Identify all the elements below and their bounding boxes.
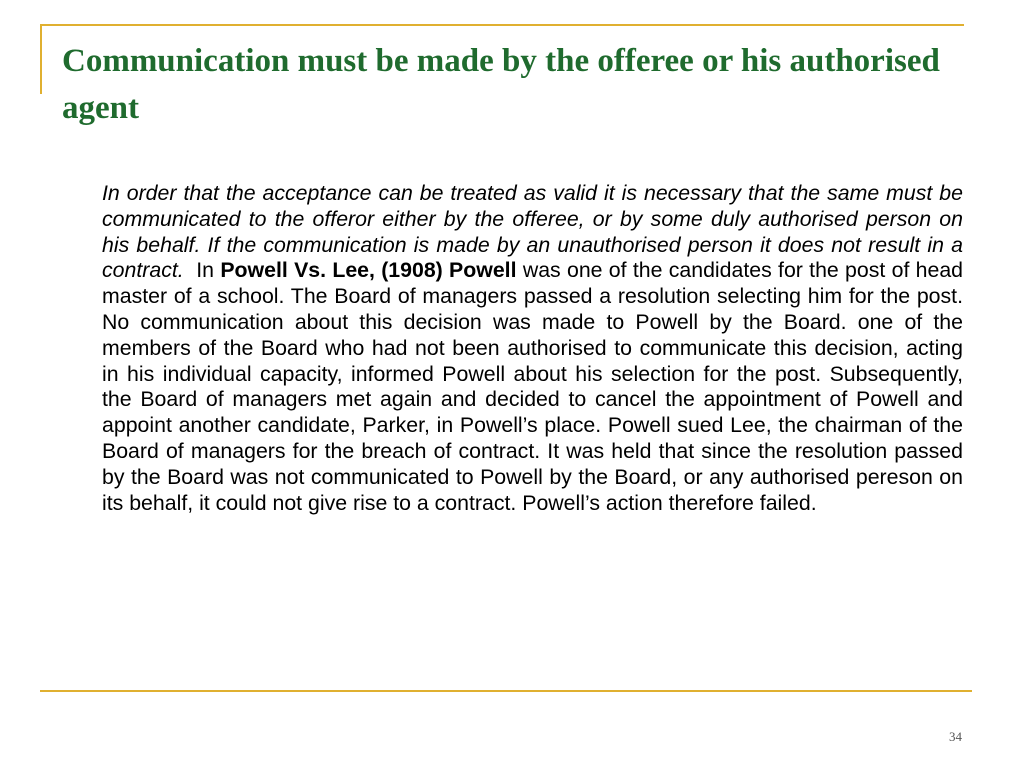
slide-title: Communication must be made by the offeree or his authorised agent	[62, 43, 940, 126]
page-number: 34	[949, 729, 962, 744]
body-case-text: was one of the candidates for the post of head master of a school. The Board of managers passed a resolution selecting him for the post. No communication about this decision was made to Powell by the Board. one of the members of the Board who had not been authorised to communicate this decision, acting in his individual capacity, informed Powell about his selection for the post. Subsequently, the Board of managers met again and decided to cancel the appointment of Powell and appoint another candidate, Parker, in Powell’s place. Powell sued Lee, the chairman of the Board of managers for the breach of contract. It was held that since the resolution passed by the Board was not communicated to Powell by the Board, or any authorised pereson on its behalf, it could not give rise to a contract. Powell’s action therefore failed.	[102, 258, 964, 515]
case-citation: Powell Vs. Lee, (1908) Powell	[220, 258, 517, 283]
top-accent-line	[40, 24, 964, 26]
left-accent-line	[40, 24, 42, 94]
slide-body	[102, 181, 963, 516]
body-intro-italic: In order that the acceptance can be treated as valid it is necessary that the same must be communicated to the offeror either by the offeree, or by some duly authorised person on his behalf. If the communication is made by an unauthorised person it does not result in a contract.	[102, 181, 963, 283]
footer-divider	[40, 690, 972, 692]
body-in-word: In	[196, 258, 215, 283]
